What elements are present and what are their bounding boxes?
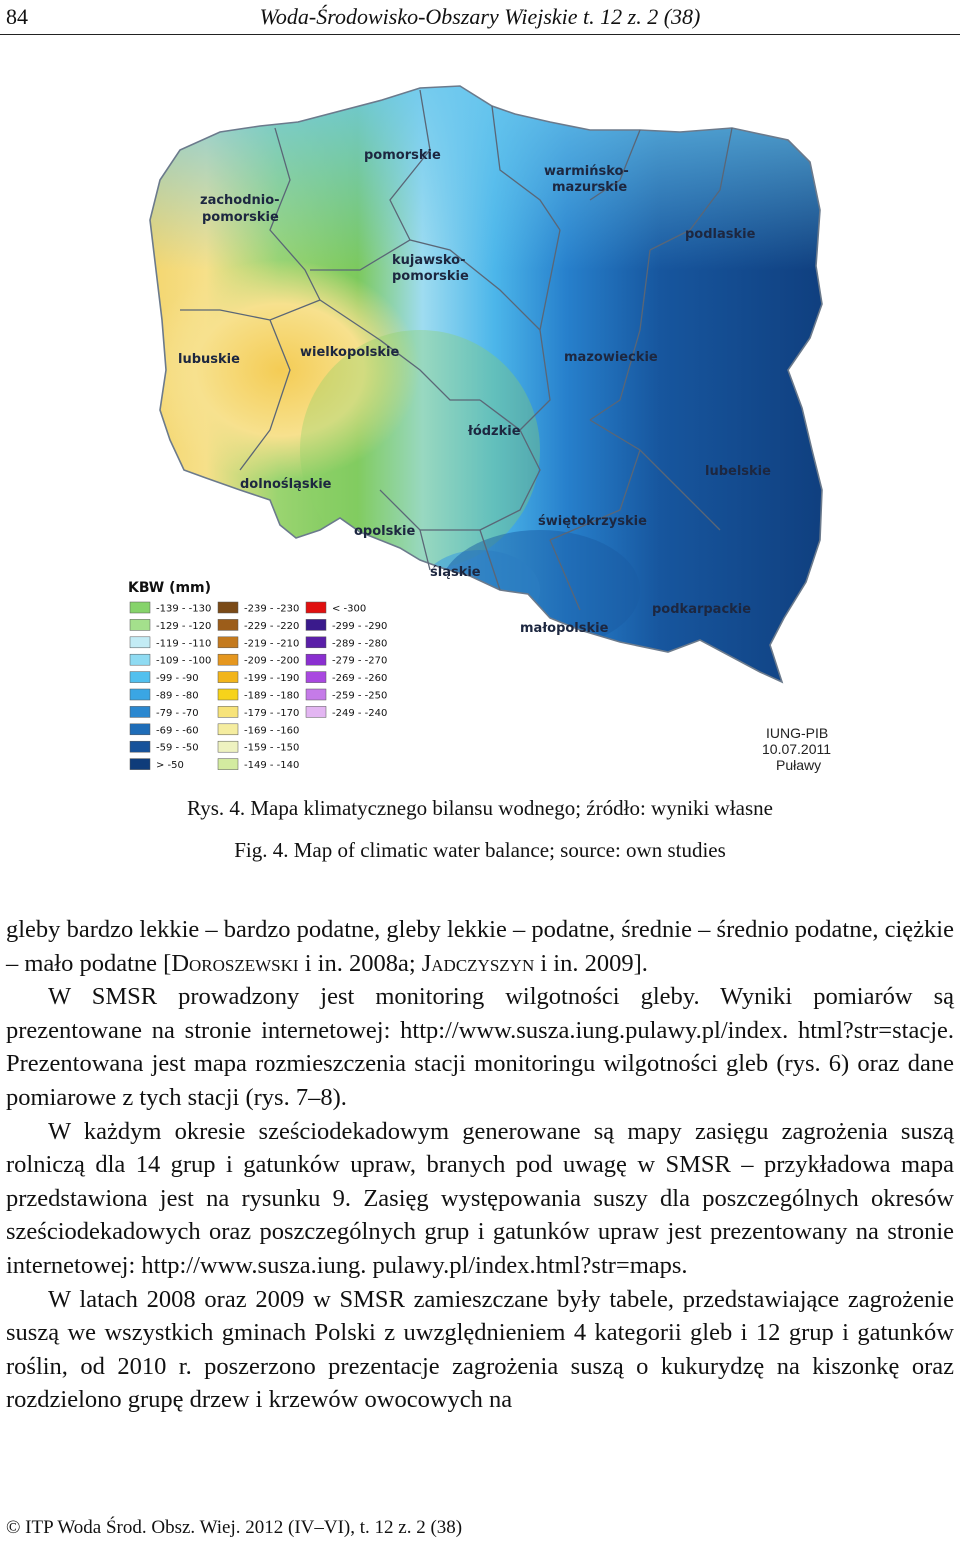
p1-text-b: i in. 2008a; bbox=[298, 949, 422, 977]
legend-column-1 bbox=[130, 602, 211, 771]
legend-label: -209 - -200 bbox=[244, 655, 300, 667]
legend-swatch bbox=[306, 672, 326, 683]
legend-swatch bbox=[218, 672, 238, 683]
legend-swatch bbox=[130, 724, 150, 735]
legend-swatch bbox=[306, 654, 326, 665]
legend-swatch bbox=[130, 741, 150, 752]
region-label-swietokrzyskie: świętokrzyskie bbox=[538, 514, 647, 529]
figure-caption-english: Fig. 4. Map of climatic water balance; source: own studies bbox=[234, 838, 726, 862]
legend-column-2 bbox=[218, 602, 299, 771]
legend-swatch bbox=[218, 637, 238, 648]
legend-swatch bbox=[218, 759, 238, 770]
region-label-mazowieckie: mazowieckie bbox=[564, 350, 658, 365]
region-label-warminsko: warmińsko- bbox=[544, 164, 629, 179]
paragraph-1 bbox=[6, 913, 954, 980]
legend-label: -229 - -220 bbox=[244, 620, 300, 632]
legend-swatch bbox=[218, 724, 238, 735]
region-label-podkarpackie: podkarpackie bbox=[652, 602, 752, 617]
stamp-line-3: Puławy bbox=[776, 757, 822, 773]
legend-swatch bbox=[306, 689, 326, 700]
legend-swatch bbox=[218, 602, 238, 613]
legend-label: -99 - -90 bbox=[156, 673, 199, 685]
region-label-zachodniopomorskie-2: pomorskie bbox=[202, 210, 279, 225]
legend-swatch bbox=[218, 741, 238, 752]
legend-label: -59 - -50 bbox=[156, 742, 199, 754]
paragraph-2: W SMSR prowadzony jest monitoring wilgotności gleby. Wyniki pomiarów są prezentowane na stronie internetowej: http://www.susza.iung.pulawy.pl/index. html?str=stacje. Prezentowana jest mapa rozmieszczenia stacji monitoringu wilgotności gleb (rys. 6) oraz dane pomiarowe z tych stacji (rys. 7–8). bbox=[6, 983, 954, 1111]
legend-label: -89 - -80 bbox=[156, 690, 199, 702]
legend-label: -69 - -60 bbox=[156, 725, 199, 737]
region-label-podlaskie: podlaskie bbox=[685, 227, 756, 242]
legend-column-3 bbox=[306, 602, 387, 719]
p1-text-c: i in. 2009]. bbox=[534, 949, 648, 977]
region-label-dolnoslaskie: dolnośląskie bbox=[240, 477, 332, 492]
region-label-pomorskie: pomorskie bbox=[364, 148, 441, 163]
body-text bbox=[6, 913, 954, 1417]
journal-title: Woda-Środowisko-Obszary Wiejskie t. 12 z. 2 (38) bbox=[259, 4, 701, 29]
legend-swatch bbox=[306, 637, 326, 648]
page-number: 84 bbox=[6, 4, 28, 29]
legend-label: -109 - -100 bbox=[156, 655, 212, 667]
legend-label: -179 - -170 bbox=[244, 707, 300, 719]
legend-swatch bbox=[218, 654, 238, 665]
legend-label: -289 - -280 bbox=[332, 638, 388, 650]
legend-swatch bbox=[130, 619, 150, 630]
legend-swatch bbox=[306, 619, 326, 630]
region-label-slaskie: śląskie bbox=[430, 565, 481, 580]
legend-label: > -50 bbox=[156, 760, 184, 772]
page-header bbox=[0, 0, 960, 35]
legend-swatch bbox=[306, 602, 326, 613]
legend-label: < -300 bbox=[332, 603, 367, 615]
region-label-warminsko-2: mazurskie bbox=[552, 180, 628, 195]
map-svg bbox=[120, 70, 840, 780]
citation-author-1: Doroszewski bbox=[171, 949, 299, 977]
legend-swatch bbox=[130, 689, 150, 700]
paragraph-4: W latach 2008 oraz 2009 w SMSR zamieszczane były tabele, przedstawiające zagrożenie suszą we wszystkich gminach Polski z uwzględnieniem 4 kategorii gleb i 12 grup i gatunków roślin, od 2010 r. poszerzono prezentacje zagrożenia suszą o kukurydzę na kiszonkę oraz rozdzielono grupę drzew i krzewów owocowych na bbox=[6, 1285, 954, 1414]
legend-label: -119 - -110 bbox=[156, 638, 212, 650]
region-label-kujawsko-2: pomorskie bbox=[392, 269, 469, 284]
citation-author-2: Jadczyszyn bbox=[421, 949, 535, 977]
climatic-water-balance-map bbox=[120, 70, 840, 780]
legend-label: -279 - -270 bbox=[332, 655, 388, 667]
legend-label: -79 - -70 bbox=[156, 707, 199, 719]
legend-swatch bbox=[218, 689, 238, 700]
region-label-lubelskie: lubelskie bbox=[705, 464, 771, 479]
legend-swatch bbox=[306, 706, 326, 717]
legend-swatch bbox=[130, 672, 150, 683]
region-label-wielkopolskie: wielkopolskie bbox=[300, 345, 400, 360]
legend-label: -299 - -290 bbox=[332, 620, 388, 632]
legend-swatch bbox=[130, 706, 150, 717]
p1-text-a: gleby bardzo lekkie – bardzo podatne, gleby lekkie – podatne, średnie – średnio podatne, ciężkie – mało podatne [ bbox=[6, 916, 954, 977]
region-label-kujawsko: kujawsko- bbox=[392, 253, 466, 268]
legend-label: -189 - -180 bbox=[244, 690, 300, 702]
legend-swatch bbox=[218, 706, 238, 717]
legend-label: -259 - -250 bbox=[332, 690, 388, 702]
legend-label: -129 - -120 bbox=[156, 620, 212, 632]
legend-label: -249 - -240 bbox=[332, 707, 388, 719]
figure-caption-polish: Rys. 4. Mapa klimatycznego bilansu wodnego; źródło: wyniki własne bbox=[187, 796, 773, 820]
region-label-zachodniopomorskie: zachodnio- bbox=[200, 193, 280, 208]
legend-label: -219 - -210 bbox=[244, 638, 300, 650]
region-label-malopolskie: małopolskie bbox=[520, 621, 609, 636]
region-label-opolskie: opolskie bbox=[354, 524, 416, 539]
legend-label: -169 - -160 bbox=[244, 725, 300, 737]
legend-label: -149 - -140 bbox=[244, 760, 300, 772]
legend-swatch bbox=[130, 759, 150, 770]
legend-swatch bbox=[218, 619, 238, 630]
legend-swatch bbox=[130, 637, 150, 648]
region-label-lubuskie: lubuskie bbox=[178, 352, 240, 367]
stamp-line-1: IUNG-PIB bbox=[766, 725, 829, 741]
stamp-line-2: 10.07.2011 bbox=[762, 741, 832, 757]
legend-label: -139 - -130 bbox=[156, 603, 212, 615]
legend-label: -159 - -150 bbox=[244, 742, 300, 754]
legend-label: -199 - -190 bbox=[244, 673, 300, 685]
page-footer: © ITP Woda Środ. Obsz. Wiej. 2012 (IV–VI), t. 12 z. 2 (38) bbox=[6, 1517, 463, 1538]
legend-label: -239 - -230 bbox=[244, 603, 300, 615]
legend-label: -269 - -260 bbox=[332, 673, 388, 685]
legend-swatch bbox=[130, 654, 150, 665]
source-stamp bbox=[762, 725, 831, 773]
region-label-lodzkie: łódzkie bbox=[468, 424, 521, 439]
paragraph-3: W każdym okresie sześciodekadowym generowane są mapy zasięgu zagrożenia suszą rolniczą dla 14 grup i gatunków upraw, branych pod uwagę w SMSR – przykładowa mapa przedstawiona jest na rysunku 9. Zasięg występowania suszy dla poszczególnych okresów sześciodekadowych oraz poszczególnych grup i gatunków upraw jest prezentowany na stronie internetowej: http://www.susza.iung. pulawy.pl/index.html?str=maps. bbox=[6, 1117, 954, 1279]
legend-swatch bbox=[130, 602, 150, 613]
legend-title: KBW (mm) bbox=[128, 580, 212, 596]
map-legend bbox=[128, 580, 387, 771]
